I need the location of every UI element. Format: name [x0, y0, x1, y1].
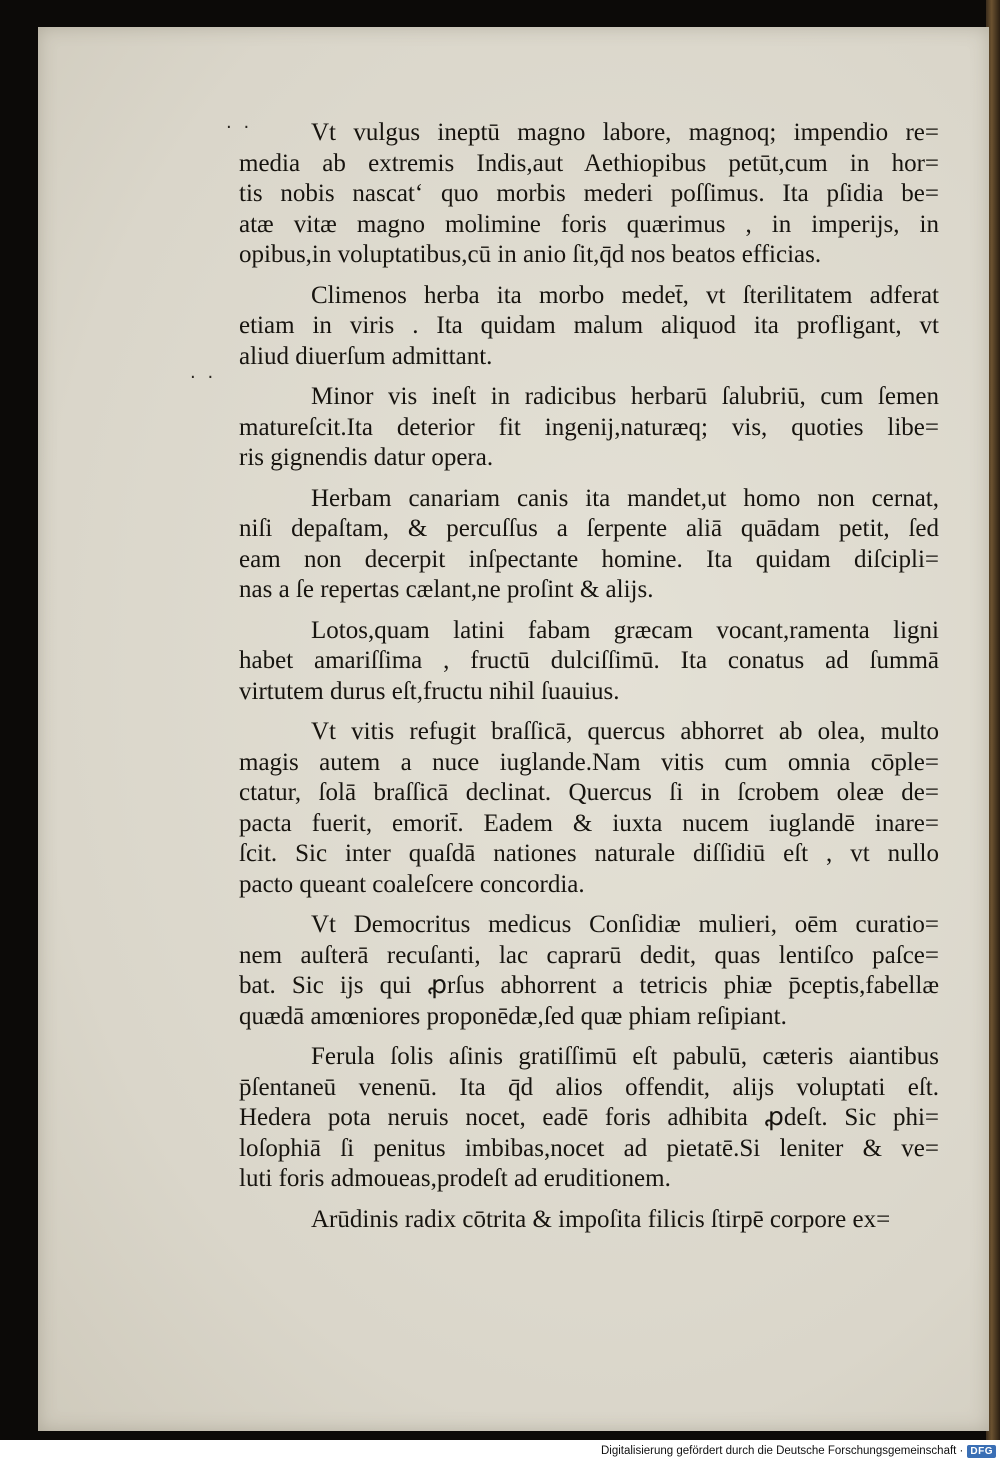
text-line: pacto queant coaleſcere concordia.: [239, 870, 585, 898]
dfg-logo[interactable]: DFG: [967, 1445, 996, 1458]
paragraph: [239, 717, 939, 900]
paragraph: [239, 118, 939, 271]
text-line: nem auſterā recuſanti, lac caprarū dedit, quas lentiſco paſce=: [239, 941, 939, 969]
text-line: etiam in viris . Ita quidam malum aliquod ita profligant, vt: [239, 312, 939, 339]
text-line: Lotos,quam latini fabam græcam vocant,ramenta ligni: [311, 616, 939, 644]
text-line: aliud diuerſum admittant.: [239, 342, 493, 370]
text-line: ris gignendis datur opera.: [239, 444, 494, 471]
text-line: habet amariſſima , fructū dulciſſimū. Ita conatus ad ſummā: [239, 647, 939, 674]
paragraph: [239, 616, 939, 708]
footer-credit: [601, 1441, 996, 1461]
text-line: Minor vis ineſt in radicibus herbarū ſalubriū, cum ſemen: [311, 383, 939, 410]
margin-mark-1: · ·: [226, 117, 253, 138]
footer-credit-text: Digitalisierung gefördert durch die Deutsche Forschungsgemeinschaft ·: [600, 1445, 964, 1457]
text-line: Hedera pota neruis nocet, eadē foris adhibita ꝓdeſt. Sic phi=: [239, 1104, 939, 1131]
text-line: nas a ſe repertas cælant,ne proſint & alijs.: [239, 576, 654, 603]
text-line: luti foris admoueas,prodeſt ad eruditionem.: [239, 1165, 671, 1192]
paragraph: [239, 910, 939, 1032]
text-line: eam non decerpit inſpectante homine. Ita quidam diſcipli=: [239, 545, 939, 573]
margin-mark-2: · ·: [190, 367, 217, 388]
text-line: ſcit. Sic inter quaſdā nationes naturale diſſidiū eſt , vt nullo: [239, 840, 939, 867]
text-line: p̄ſentaneū venenū. Ita q̄d alios offendit, alijs voluptati eſt.: [239, 1073, 939, 1101]
text-line: quædā amœniores proponēdæ,ſed quæ phiam reſipiant.: [239, 1002, 787, 1030]
text-line: matureſcit.Ita deterior fit ingenij,naturæq; vis, quoties libe=: [239, 413, 939, 441]
text-line: media ab extremis Indis,aut Aethiopibus petūt,cum in hor=: [239, 149, 939, 177]
paragraph: [239, 484, 939, 606]
paragraph: [239, 382, 939, 474]
text-line: bat. Sic ijs qui ꝓrſus abhorrent a tetricis phiæ p̄ceptis,fabellæ: [239, 972, 939, 999]
paragraph: [239, 1042, 939, 1195]
text-line: opibus,in voluptatibus,cū in anio ſit,q̄d nos beatos efficias.: [239, 241, 822, 268]
text-line: Climenos herba ita morbo medet̄, vt ſterilitatem adferat: [311, 281, 939, 309]
text-line: Ferula ſolis aſinis gratiſſimū eſt pabulū, cæteris aiantibus: [311, 1043, 939, 1070]
text-line: Vt Democritus medicus Conſidiæ mulieri, oēm curatio=: [311, 911, 939, 938]
text-line: Vt vulgus ineptū magno labore, magnoq; impendio re=: [311, 119, 939, 146]
text-line: tis nobis nascat‘ quo morbis mederi poſſimus. Ita pſidia be=: [239, 180, 939, 207]
text-line: niſi depaſtam, & percuſſus a ſerpente aliā quādam petit, ſed: [239, 515, 939, 542]
text-line: magis autem a nuce iuglande.Nam vitis cum omnia cōple=: [239, 748, 939, 776]
text-line: atæ vitæ magno molimine foris quærimus , in imperijs, in: [239, 210, 939, 238]
text-line: ctatur, ſolā braſſicā declinat. Quercus ſi in ſcrobem oleæ de=: [239, 779, 939, 806]
text-line: Arūdinis radix cōtrita & impoſita filicis ſtirpē corpore ex=: [311, 1205, 891, 1233]
text-line: Herbam canariam canis ita mandet,ut homo non cernat,: [311, 484, 939, 512]
paragraph: [239, 281, 939, 373]
paragraph: [239, 1205, 939, 1236]
text-line: loſophiā ſi penitus imbibas,nocet ad pietatē.Si leniter & ve=: [239, 1134, 939, 1162]
body-text: [239, 118, 939, 1245]
text-line: Vt vitis refugit braſſicā, quercus abhorret ab olea, multo: [311, 718, 939, 745]
text-line: virtutem durus eſt,fructu nihil ſuauius.: [239, 677, 620, 705]
text-line: pacta fuerit, emorit̄. Eadem & iuxta nucem iuglandē inare=: [239, 809, 939, 837]
